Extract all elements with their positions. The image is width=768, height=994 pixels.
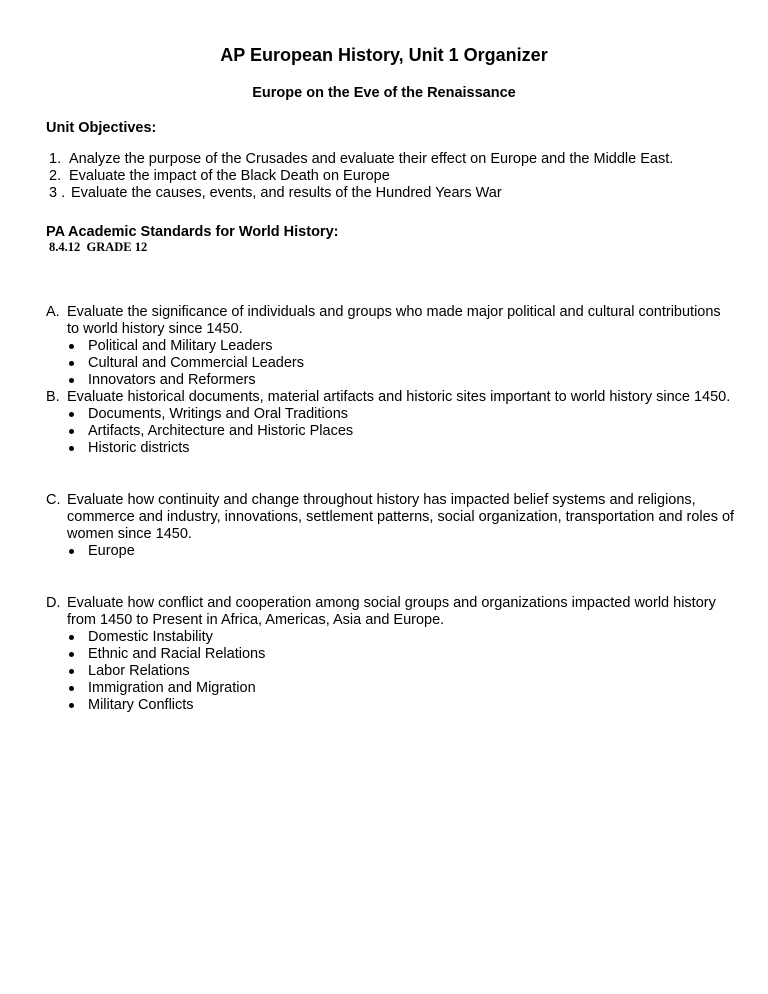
bullet-icon (69, 669, 74, 674)
section-text: Evaluate historical documents, material artifacts and historic sites important to world history since 1450. (67, 389, 731, 405)
section-description (46, 304, 736, 338)
objective-number: 3 . (49, 185, 66, 201)
bullet-item (67, 372, 736, 389)
bullet-text: Political and Military Leaders (88, 338, 273, 354)
bullet-list (46, 338, 736, 389)
section-letter: B. (46, 389, 60, 405)
bullet-text: Innovators and Reformers (88, 372, 256, 388)
section-description (46, 389, 736, 406)
bullet-item (67, 680, 736, 697)
objective-item (49, 168, 673, 185)
section-text: Evaluate how continuity and change throughout history has impacted belief systems and religions, commerce and industry, innovations, settlement patterns, social organization, transportation and roles of women since 1450. (67, 492, 735, 542)
standard-section-a (46, 304, 736, 389)
bullet-icon (69, 361, 74, 366)
bullet-list (46, 629, 736, 714)
objective-number: 2. (49, 168, 62, 184)
bullet-item (67, 646, 736, 663)
bullet-text: Documents, Writings and Oral Traditions (88, 406, 349, 422)
bullet-item (67, 338, 736, 355)
bullet-icon (69, 703, 74, 708)
bullet-text: Military Conflicts (88, 697, 194, 713)
section-letter: A. (46, 304, 60, 320)
bullet-text: Artifacts, Architecture and Historic Places (88, 423, 354, 439)
bullet-text: Europe (88, 543, 135, 559)
bullet-item (67, 355, 736, 372)
page-subtitle: Europe on the Eve of the Renaissance (252, 85, 516, 101)
bullet-icon (69, 446, 74, 451)
objective-number: 1. (49, 151, 62, 167)
standard-section-b (46, 389, 736, 457)
section-description (46, 595, 736, 629)
bullet-text: Immigration and Migration (88, 680, 256, 696)
bullet-text: Historic districts (88, 440, 190, 456)
bullet-list (46, 543, 736, 560)
bullet-icon (69, 549, 74, 554)
bullet-item (67, 423, 736, 440)
standard-section-c (46, 492, 736, 560)
objective-item (49, 151, 673, 168)
bullet-icon (69, 412, 74, 417)
bullet-item (67, 629, 736, 646)
objective-text: Analyze the purpose of the Crusades and evaluate their effect on Europe and the Middle East. (69, 151, 674, 167)
bullet-list (46, 406, 736, 457)
bullet-item (67, 697, 736, 714)
bullet-item (67, 543, 736, 560)
bullet-icon (69, 686, 74, 691)
section-letter: D. (46, 595, 61, 611)
section-description (46, 492, 736, 543)
bullet-icon (69, 635, 74, 640)
section-text: Evaluate how conflict and cooperation among social groups and organizations impacted world history from 1450 to Present in Africa, Americas, Asia and Europe. (67, 595, 716, 628)
section-text: Evaluate the significance of individuals and groups who made major political and cultural contributions to world history since 1450. (67, 304, 721, 337)
bullet-item (67, 663, 736, 680)
standard-section-d (46, 595, 736, 714)
bullet-item (67, 406, 736, 423)
bullet-icon (69, 652, 74, 657)
section-letter: C. (46, 492, 61, 508)
objectives-heading: Unit Objectives: (46, 120, 157, 136)
bullet-text: Domestic Instability (88, 629, 213, 645)
objective-text: Evaluate the causes, events, and results of the Hundred Years War (71, 185, 502, 201)
bullet-text: Cultural and Commercial Leaders (88, 355, 304, 371)
page-title: AP European History, Unit 1 Organizer (220, 45, 548, 65)
standards-heading: PA Academic Standards for World History: (46, 224, 339, 240)
bullet-icon (69, 378, 74, 383)
bullet-icon (69, 344, 74, 349)
bullet-item (67, 440, 736, 457)
objective-text: Evaluate the impact of the Black Death on Europe (69, 168, 390, 184)
objectives-list (49, 151, 673, 202)
grade-label: 8.4.12 GRADE 12 (49, 240, 148, 254)
objective-item (49, 185, 673, 202)
bullet-icon (69, 429, 74, 434)
bullet-text: Labor Relations (88, 663, 190, 679)
bullet-text: Ethnic and Racial Relations (88, 646, 266, 662)
